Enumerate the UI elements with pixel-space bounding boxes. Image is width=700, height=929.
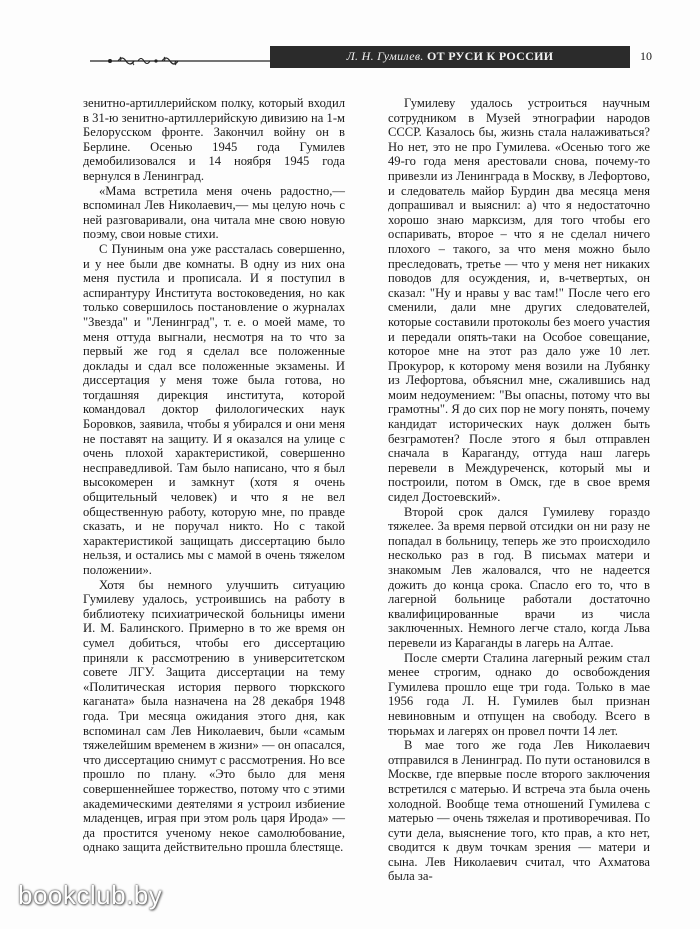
right-column — [388, 96, 650, 884]
paragraph: В мае того же года Лев Николаевич отправился в Ленинград. По пути остановился в Москве, где впервые после второго заключения встретился с матерью. И встреча эта была очень холодной. Вообще тема отношений Гумилева с матерью — очень тяжелая и противоречивая. По сути дела, выяснение того, кто прав, а кто нет, сводится к двум точкам зрения — матери и сына. Лев Николаевич считал, что Ахматова была за- — [388, 738, 650, 884]
page-number: 10 — [640, 49, 652, 63]
paragraph: зенитно-артиллерийском полку, который входил в 31-ю зенитно-артиллерийскую дивизию на 1-м Белорусском фронте. Закончил войну он в Берлине. Осенью 1945 года Гумилев демобилизовался и 14 ноября 1945 года вернулся в Ленинград. — [83, 96, 345, 183]
header-title — [270, 49, 630, 67]
paragraph: Второй срок дался Гумилеву гораздо тяжелее. За время первой отсидки он ни разу не попадал в больницу, теперь же это происходило несколько раз в год. В письмах матери и знакомым Лев жаловался, что не надеется дожить до конца срока. Спасло его то, что в лагерной больнице работали достаточно квалифицированные врачи из числа заключенных. Немного легче стало, когда Льва перевели из Караганды в лагерь на Алтае. — [388, 504, 650, 650]
header-book-title: ОТ РУСИ К РОССИИ — [426, 49, 554, 63]
watermark: bookclub.by — [18, 880, 163, 910]
vine-ornament-icon — [90, 54, 270, 68]
paragraph: Гумилеву удалось устроиться научным сотрудником в Музей этнографии народов СССР. Казалось бы, жизнь стала налаживаться? Но нет, это не про Гумилева. «Осенью того же 49-го года меня арестовали снова, почему-то привезли из Ленинграда в Москву, в Лефортово, и следователь майор Бурдин два месяца меня допрашивал и выяснил: а) что я недостаточно хорошо знаю марксизм, для того чтобы его оспаривать, второе – что я не сделал ничего плохого – такого, за что меня можно было преследовать, третье — что у меня нет никаких поводов для осуждения, и, в-четвертых, он сказал: "Ну и нравы у вас там!" После чего его сменили, дали мне других следователей, которые составили протоколы без моего участия и передали опять-таки на Особое совещание, которое мне на этот раз дало уже 10 лет. Прокурор, к которому меня возили на Лубянку из Лефортова, объяснил мне, сжалившись над моим недоумением: "Вы опасны, потому что вы грамотны". Я до сих пор не могу понять, почему кандидат исторических наук должен быть безграмотен? После этого я был отправлен сначала в Караганду, оттуда наш лагерь перевели в Междуреченск, который мы и построили, потом в Омск, где в свое время сидел Достоевский». — [388, 96, 650, 505]
left-column — [83, 96, 345, 855]
paragraph: После смерти Сталина лагерный режим стал менее строгим, однако до освобождения Гумилева прошло еще три года. Только в мае 1956 года Л. Н. Гумилев был признан невиновным и отпущен на свободу. Всего в тюрьмах и лагерях он провел почти 14 лет. — [388, 650, 650, 738]
header-author: Л. Н. Гумилев. — [346, 49, 424, 63]
paragraph: С Пуниным она уже рассталась совершенно, и у нее были две комнаты. В одну из них она меня пустила и прописала. И я поступил в аспирантуру Института востоковедения, но как только совершилось постановление о журналах "Звезда" и "Ленинград", т. е. о моей маме, то меня оттуда выгнали, несмотря на то что за первый же год я сделал все положенные доклады и сдал все положенные экзамены. И диссертация у меня тоже была готова, но тогдашняя дирекция института, которой командовал доктор филологических наук Боровков, заявила, чтобы я убирался и они меня не поставят на защиту. И я оказался на улице с очень плохой характеристикой, совершенно несправедливой. Там было написано, что я был высокомерен и замкнут (хотя я очень общительный человек) и что я не вел общественную работу, которую мне, по правде сказать, и не поручал никто. Но с такой характеристикой защищать диссертацию было нельзя, и остались мы с мамой в очень тяжелом положении». — [83, 241, 345, 577]
paragraph: «Мама встретила меня очень радостно,— вспоминал Лев Николаевич,— мы целую ночь с ней разговаривали, она читала мне свою новую поэму, свои новые стихи. — [83, 183, 345, 242]
running-header — [90, 46, 650, 72]
paragraph: Хотя бы немного улучшить ситуацию Гумилеву удалось, устроившись на работу в библиотеку психиатрической больницы имени И. М. Балинского. Примерно в то же время он сумел добиться, чтобы его диссертацию приняли к рассмотрению в университетском совете ЛГУ. Защита диссертации на тему «Политическая история первого тюркского каганата» была назначена на 28 декабря 1948 года. Три месяца ожидания этого дня, как вспоминал сам Лев Николаевич, были «самым тяжелейшим временем в жизни» — он опасался, что диссертацию снимут с рассмотрения. Но все прошло по плану. «Это было для меня совершеннейшее торжество, потому что с этими академическими деятелями я устроил избиение младенцев, играя при этом роль царя Ирода» — да простится ученому некое самолюбование, однако защита действительно прошла блестяще. — [83, 577, 345, 855]
